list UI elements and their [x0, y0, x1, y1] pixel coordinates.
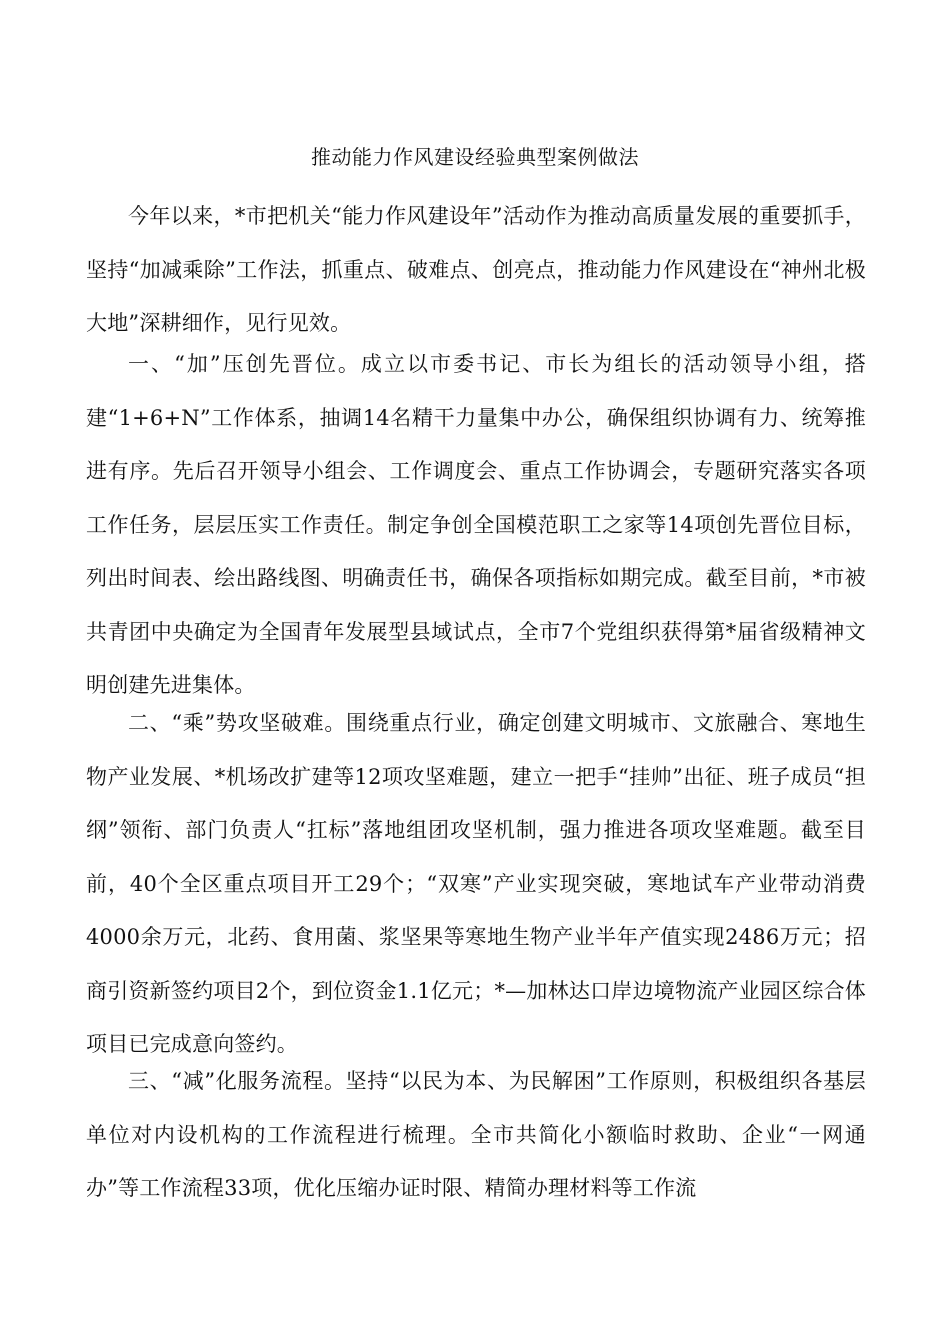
- paragraph-section-2: 二、“乘”势攻坚破难。围绕重点行业，确定创建文明城市、文旅融合、寒地生物产业发展、*机场改扩建等12项攻坚难题，建立一把手“挂帅”出征、班子成员“担纲”领衔、部门负责人“扛标”落地组团攻坚机制，强力推进各项攻坚难题。截至目前，40个全区重点项目开工29个；“双寒”产业实现突破，寒地试车产业带动消费4000余万元，北药、食用菌、浆坚果等寒地生物产业半年产值实现2486万元；招商引资新签约项目2个，到位资金1.1亿元；*—加林达口岸边境物流产业园区综合体项目已完成意向签约。: [86, 711, 866, 1056]
- paragraph-section-3: 三、“减”化服务流程。坚持“以民为本、为民解困”工作原则，积极组织各基层单位对内设机构的工作流程进行梳理。全市共简化小额临时救助、企业“一网通办”等工作流程33项，优化压缩办证时限、精简办理材料等工作流: [86, 1069, 866, 1200]
- document-title: 推动能力作风建设经验典型案例做法: [311, 145, 639, 169]
- paragraph-intro: 今年以来，*市把机关“能力作风建设年”活动作为推动高质量发展的重要抓手，坚持“加减乘除”工作法，抓重点、破难点、创亮点，推动能力作风建设在“神州北极大地”深耕细作，见行见效。: [86, 204, 866, 335]
- paragraph-section-1: 一、“加”压创先晋位。成立以市委书记、市长为组长的活动领导小组，搭建“1+6+N”工作体系，抽调14名精干力量集中办公，确保组织协调有力、统筹推进有序。先后召开领导小组会、工作调度会、重点工作协调会，专题研究落实各项工作任务，层层压实工作责任。制定争创全国模范职工之家等14项创先晋位目标，列出时间表、绘出路线图、明确责任书，确保各项指标如期完成。截至目前，*市被共青团中央确定为全国青年发展型县域试点，全市7个党组织获得第*届省级精神文明创建先进集体。: [86, 352, 866, 697]
